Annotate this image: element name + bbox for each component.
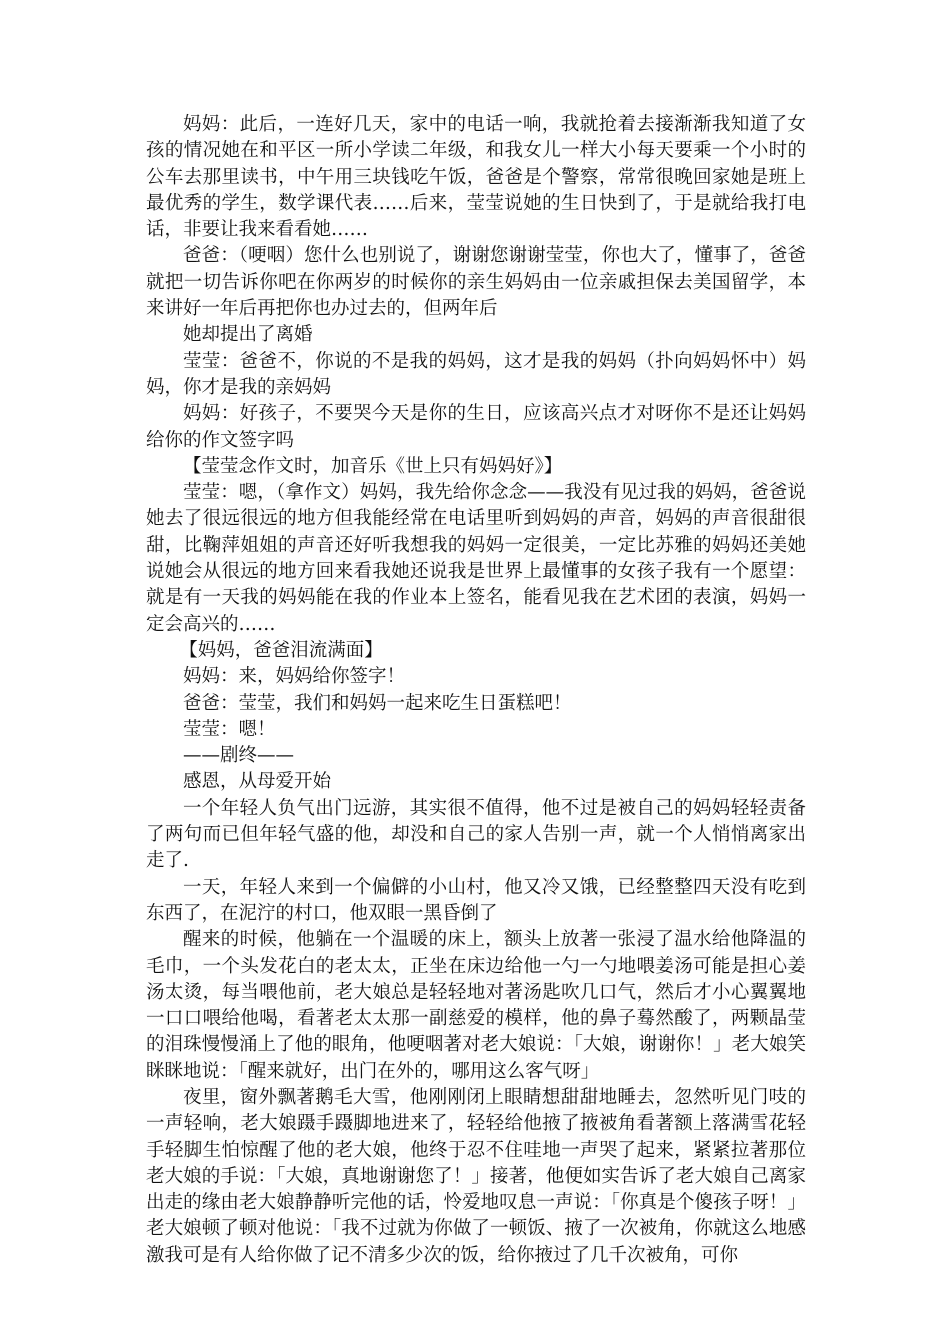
paragraph: 妈妈：来，妈妈给你签字！ (183, 666, 406, 688)
paragraph: 莹莹：嗯，（拿作文）妈妈，我先给你念念——我没有见过我的妈妈，爸爸说她去了很远很远的地方但我能经常在电话里听到妈妈的声音，妈妈的声音很甜很甜，比鞠萍姐姐的声音还好听我想我的妈妈一定很美，一定比苏雅的妈妈还美她说她会从很远的地方回来看我她还说我是世界上最懂事的女孩子我有一个愿望：就是有一天我的妈妈能在我的作业本上签名，能看见我在艺术团的表演，妈妈一定会高兴的…… (146, 482, 806, 635)
stage-direction: 【莹莹念作文时，加音乐《世上只有妈妈好》】 (183, 455, 563, 477)
paragraph: 她却提出了离婚 (183, 324, 313, 346)
document-page (146, 112, 806, 1269)
paragraph: 爸爸：莹莹，我们和妈妈一起来吃生日蛋糕吧！ (183, 692, 572, 714)
section-title: 感恩，从母爱开始 (183, 771, 332, 793)
paragraph: 爸爸：（哽咽）您什么也别说了，谢谢您谢谢莹莹，你也大了，懂事了，爸爸就把一切告诉你吧在你两岁的时候你的亲生妈妈由一位亲戚担保去美国留学，本来讲好一年后再把你也办过去的，但两年后 (146, 245, 806, 320)
paragraph: 妈妈：好孩子，不要哭今天是你的生日，应该高兴点才对呀你不是还让妈妈给你的作文签字吗 (146, 403, 806, 451)
stage-direction: 【妈妈，爸爸泪流满面】 (179, 639, 383, 661)
paragraph: 莹莹：爸爸不，你说的不是我的妈妈，这才是我的妈妈（扑向妈妈怀中）妈妈，你才是我的亲妈妈 (146, 350, 806, 398)
paragraph: 夜里，窗外飘著鹅毛大雪，他刚刚闭上眼睛想甜甜地睡去，忽然听见门吱的一声轻响，老大娘蹑手蹑脚地进来了，轻轻给他掖了掖被角看著额上落满雪花轻手轻脚生怕惊醒了他的老大娘，他终于忍不住哇地一声哭了起来，紧紧拉著那位老大娘的手说：「大娘，真地谢谢您了！」接著，他便如实告诉了老大娘自己离家出走的缘由老大娘静静听完他的话，怜爱地叹息一声说：「你真是个傻孩子呀！」老大娘顿了顿对他说：「我不过就为你做了一顿饭、掖了一次被角，你就这么地感激我可是有人给你做了记不清多少次的饭，给你掖过了几千次被角，可你 (146, 1086, 806, 1266)
paragraph: 醒来的时候，他躺在一个温暖的床上，额头上放著一张浸了温水给他降温的毛巾，一个头发花白的老太太，正坐在床边给他一勺一勺地喂姜汤可能是担心姜汤太烫，每当喂他前，老大娘总是轻轻地对著汤匙吹几口气，然后才小心翼翼地一口口喂给他喝，看著老太太那一副慈爱的模样，他的鼻子蓦然酸了，两颗晶莹的泪珠慢慢涌上了他的眼角，他哽咽著对老大娘说：「大娘，谢谢你！」老大娘笑眯眯地说：「醒来就好，出门在外的，哪用这么客气呀」 (146, 929, 806, 1082)
paragraph: 一天，年轻人来到一个偏僻的小山村，他又冷又饿，已经整整四天没有吃到东西了，在泥泞的村口，他双眼一黑昏倒了 (146, 876, 806, 924)
paragraph: 莹莹：嗯！ (183, 718, 276, 740)
end-marker: ——剧终—— (183, 745, 295, 767)
paragraph: 一个年轻人负气出门远游，其实很不值得，他不过是被自己的妈妈轻轻责备了两句而已但年轻气盛的他，却没和自己的家人告别一声，就一个人悄悄离家出走了. (146, 797, 806, 872)
paragraph: 妈妈：此后，一连好几天，家中的电话一响，我就抢着去接渐渐我知道了女孩的情况她在和平区一所小学读二年级，和我女儿一样大小每天要乘一个小时的公车去那里读书，中午用三块钱吃午饭，爸爸是个警察，常常很晚回家她是班上最优秀的学生，数学课代表……后来，莹莹说她的生日快到了，于是就给我打电话，非要让我来看看她…… (146, 114, 806, 241)
